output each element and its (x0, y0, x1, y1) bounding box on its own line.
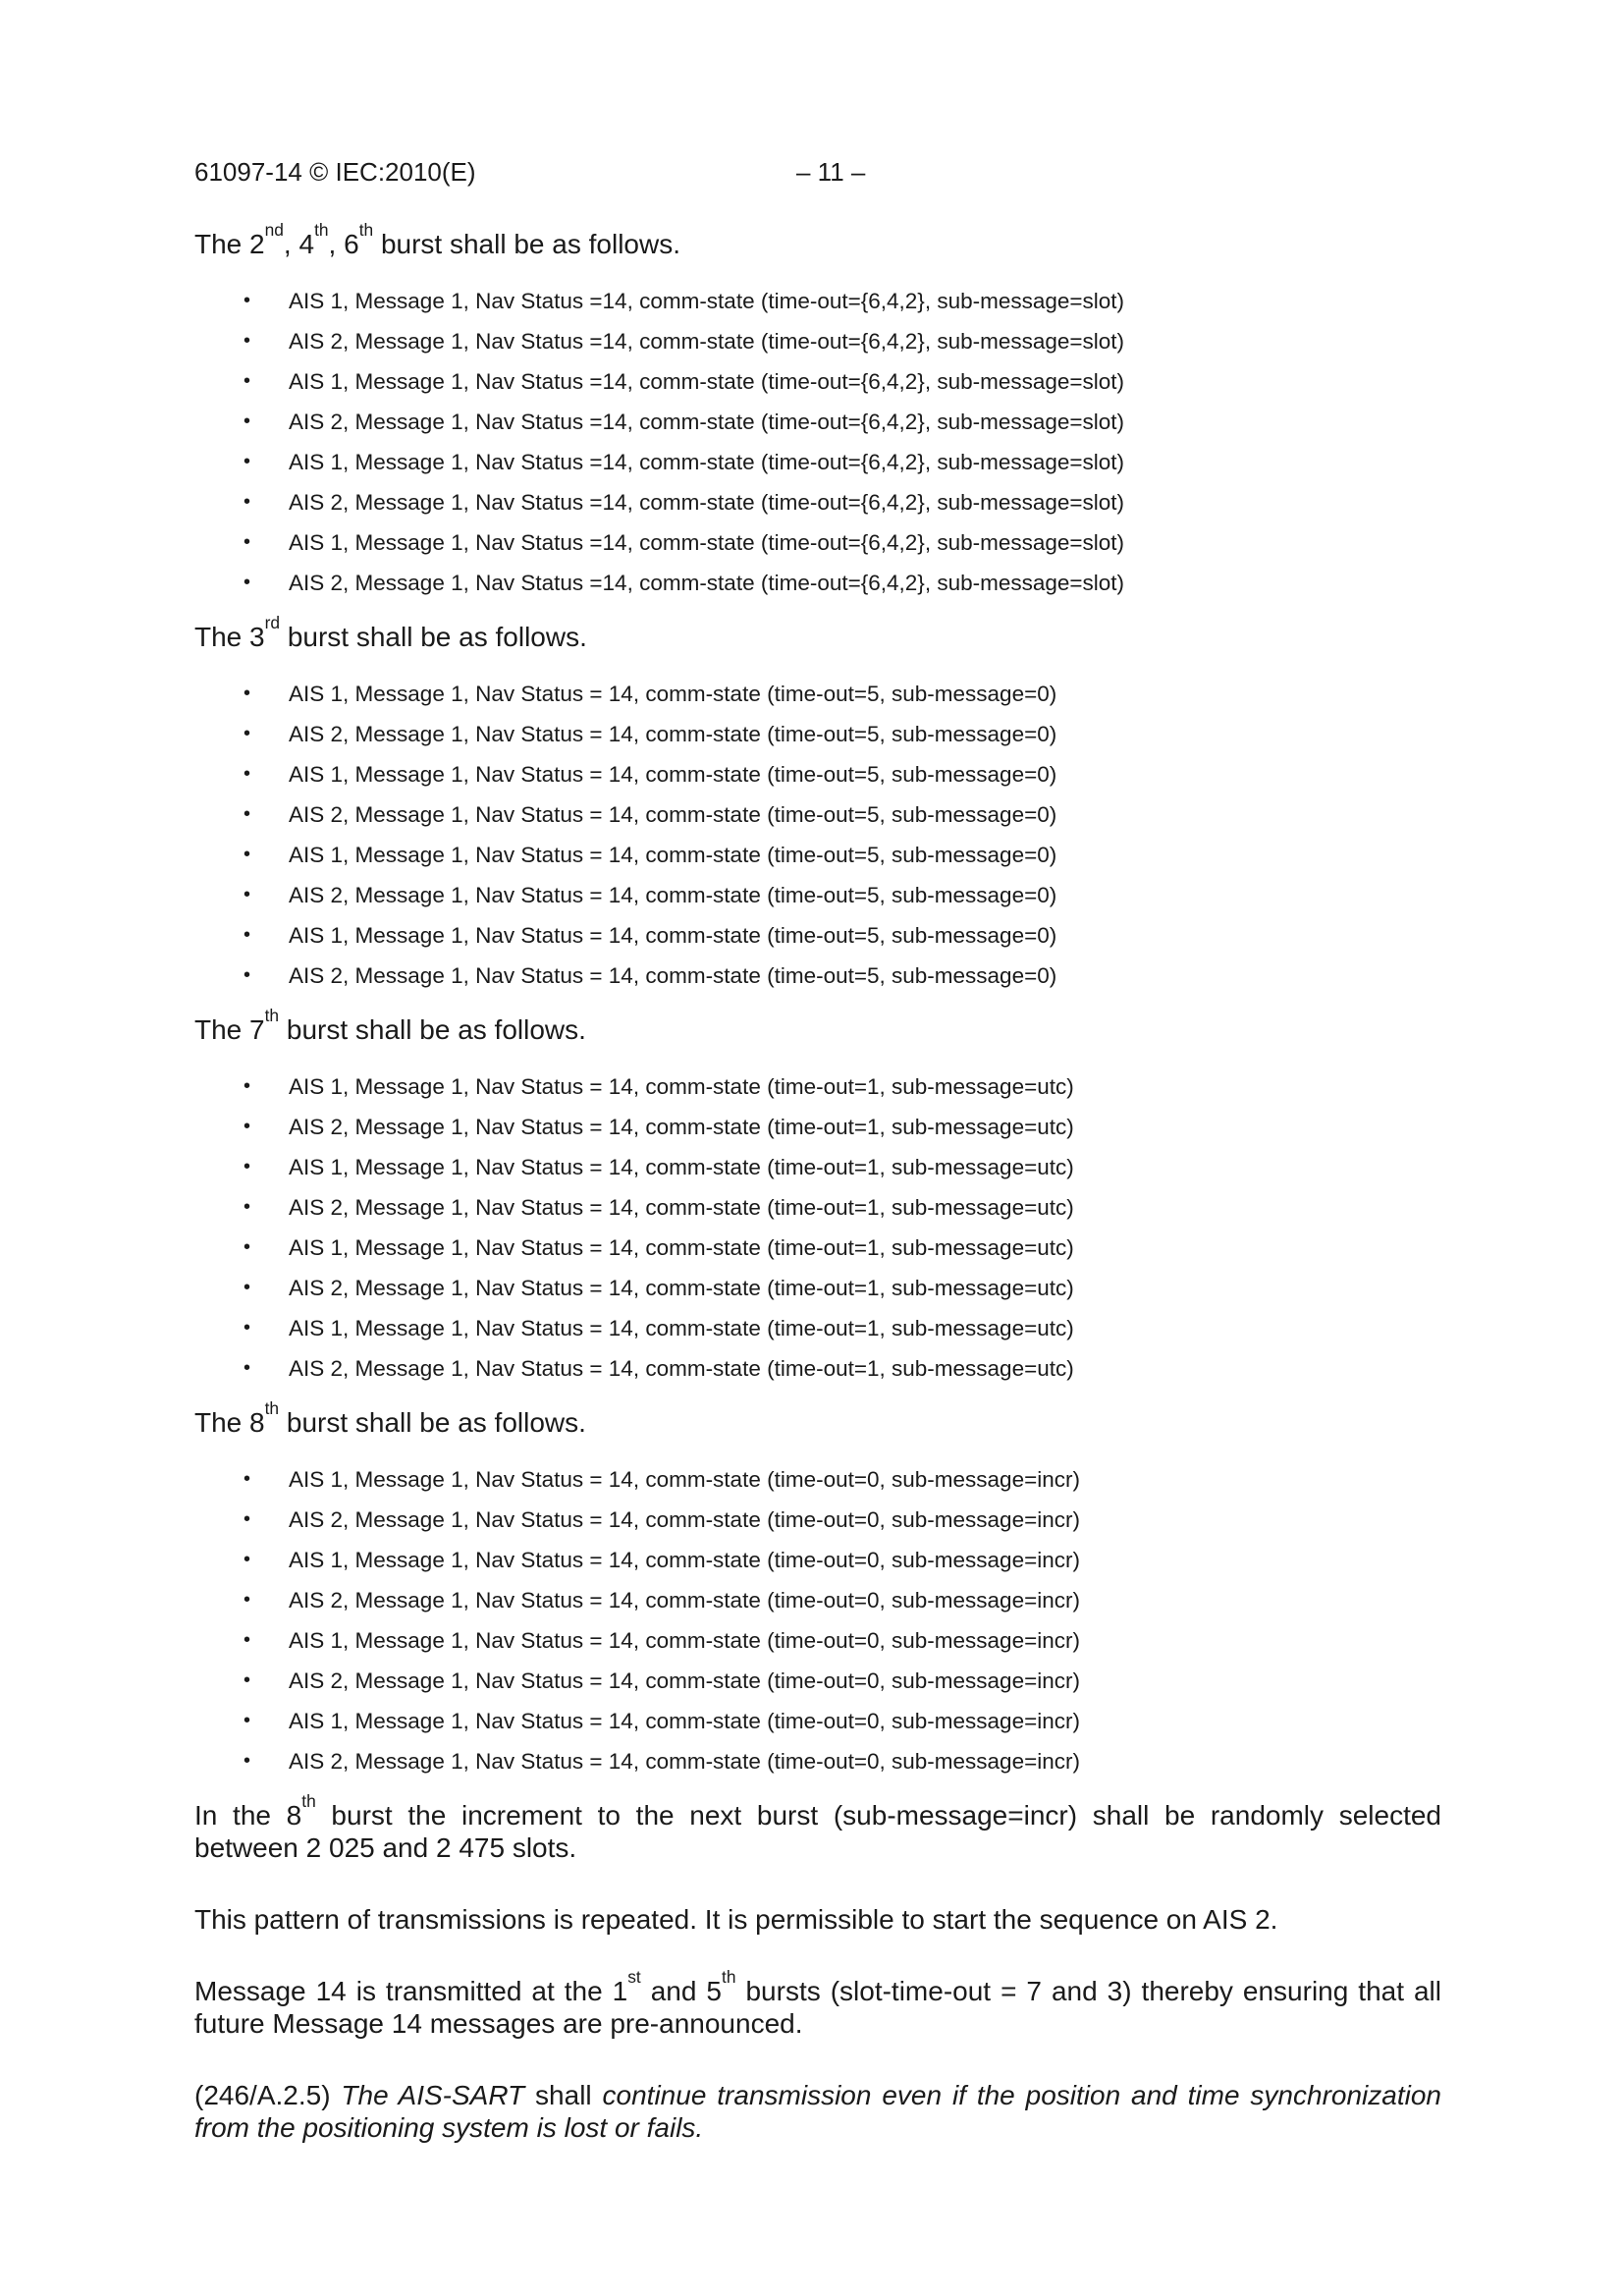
list-item: • AIS 2, Message 1, Nav Status =14, comm-state (time-out={6,4,2}, sub-message=slot) (194, 482, 1441, 522)
list-item: • AIS 1, Message 1, Nav Status = 14, comm-state (time-out=5, sub-message=0) (194, 754, 1441, 794)
bullet-icon: • (243, 1075, 251, 1097)
burst-8-list (194, 1459, 1441, 1781)
list-item: • AIS 2, Message 1, Nav Status = 14, comm-state (time-out=0, sub-message=incr) (194, 1580, 1441, 1620)
bullet-icon: • (243, 1750, 251, 1772)
list-item: • AIS 2, Message 1, Nav Status = 14, comm-state (time-out=5, sub-message=0) (194, 956, 1441, 996)
bullet-icon: • (243, 290, 251, 311)
list-item: • AIS 2, Message 1, Nav Status = 14, comm-state (time-out=0, sub-message=incr) (194, 1661, 1441, 1701)
list-item: • AIS 1, Message 1, Nav Status = 14, comm-state (time-out=0, sub-message=incr) (194, 1459, 1441, 1500)
bullet-icon: • (243, 884, 251, 905)
bullet-icon: • (243, 1357, 251, 1379)
bullet-icon: • (243, 1549, 251, 1570)
section-heading-burst-3: The 3rd burst shall be as follows. (194, 613, 587, 652)
list-item: • AIS 1, Message 1, Nav Status = 14, comm-state (time-out=0, sub-message=incr) (194, 1540, 1441, 1580)
document-id: 61097-14 © IEC:2010(E) (194, 157, 476, 187)
list-item: • AIS 2, Message 1, Nav Status = 14, comm-state (time-out=5, sub-message=0) (194, 794, 1441, 835)
list-item: • AIS 2, Message 1, Nav Status = 14, comm-state (time-out=1, sub-message=utc) (194, 1187, 1441, 1228)
list-item: • AIS 1, Message 1, Nav Status =14, comm-state (time-out={6,4,2}, sub-message=slot) (194, 522, 1441, 563)
section-heading-burst-8: The 8th burst shall be as follows. (194, 1398, 586, 1438)
bullet-icon: • (243, 1116, 251, 1137)
section-heading-burst-7: The 7th burst shall be as follows. (194, 1006, 586, 1045)
bullet-icon: • (243, 1629, 251, 1651)
list-item: • AIS 2, Message 1, Nav Status = 14, comm-state (time-out=1, sub-message=utc) (194, 1348, 1441, 1389)
paragraph-requirement: (246/A.2.5) The AIS-SART shall continue transmission even if the position and time synchronization from the positioning system is lost or fails. (194, 2080, 1441, 2143)
bullet-icon: • (243, 1468, 251, 1490)
bullet-icon: • (243, 410, 251, 432)
bullet-icon: • (243, 964, 251, 986)
list-item: • AIS 1, Message 1, Nav Status = 14, comm-state (time-out=0, sub-message=incr) (194, 1620, 1441, 1661)
list-item: • AIS 2, Message 1, Nav Status = 14, comm-state (time-out=5, sub-message=0) (194, 714, 1441, 754)
list-item: • AIS 2, Message 1, Nav Status =14, comm-state (time-out={6,4,2}, sub-message=slot) (194, 321, 1441, 361)
bullet-icon: • (243, 1317, 251, 1339)
list-item: • AIS 2, Message 1, Nav Status =14, comm-state (time-out={6,4,2}, sub-message=slot) (194, 402, 1441, 442)
section-heading-burst-2-4-6: The 2nd, 4th, 6th burst shall be as follows. (194, 220, 680, 259)
bullet-icon: • (243, 491, 251, 513)
bullet-icon: • (243, 723, 251, 744)
bullet-icon: • (243, 451, 251, 472)
bullet-icon: • (243, 370, 251, 392)
list-item: • AIS 2, Message 1, Nav Status =14, comm-state (time-out={6,4,2}, sub-message=slot) (194, 563, 1441, 603)
list-item: • AIS 1, Message 1, Nav Status = 14, comm-state (time-out=0, sub-message=incr) (194, 1701, 1441, 1741)
list-item: • AIS 1, Message 1, Nav Status = 14, comm-state (time-out=1, sub-message=utc) (194, 1308, 1441, 1348)
bullet-icon: • (243, 1710, 251, 1731)
paragraph-increment: In the 8th burst the increment to the next burst (sub-message=incr) shall be randomly selected between 2 025 and 2 475 slots. (194, 1791, 1442, 1863)
list-item: • AIS 1, Message 1, Nav Status = 14, comm-state (time-out=1, sub-message=utc) (194, 1066, 1441, 1107)
paragraph-message-14: Message 14 is transmitted at the 1st and 5th bursts (slot-time-out = 7 and 3) thereby ensuring that all future Message 14 messages are pre-announced. (194, 1967, 1441, 2039)
list-item: • AIS 2, Message 1, Nav Status = 14, comm-state (time-out=0, sub-message=incr) (194, 1500, 1441, 1540)
list-item: • AIS 1, Message 1, Nav Status = 14, comm-state (time-out=5, sub-message=0) (194, 674, 1441, 714)
list-item: • AIS 1, Message 1, Nav Status = 14, comm-state (time-out=1, sub-message=utc) (194, 1228, 1441, 1268)
list-item: • AIS 1, Message 1, Nav Status = 14, comm-state (time-out=5, sub-message=0) (194, 835, 1441, 875)
list-item: • AIS 1, Message 1, Nav Status =14, comm-state (time-out={6,4,2}, sub-message=slot) (194, 442, 1441, 482)
list-item: • AIS 2, Message 1, Nav Status = 14, comm-state (time-out=1, sub-message=utc) (194, 1107, 1441, 1147)
page-number: – 11 – (796, 157, 866, 187)
bullet-icon: • (243, 683, 251, 704)
burst-3-list (194, 674, 1441, 996)
list-item: • AIS 2, Message 1, Nav Status = 14, comm-state (time-out=0, sub-message=incr) (194, 1741, 1441, 1781)
list-item: • AIS 2, Message 1, Nav Status = 14, comm-state (time-out=5, sub-message=0) (194, 875, 1441, 915)
list-item: • AIS 2, Message 1, Nav Status = 14, comm-state (time-out=1, sub-message=utc) (194, 1268, 1441, 1308)
bullet-icon: • (243, 572, 251, 593)
bullet-icon: • (243, 1156, 251, 1177)
burst-7-list (194, 1066, 1441, 1389)
bullet-icon: • (243, 1589, 251, 1611)
bullet-icon: • (243, 330, 251, 352)
page-header (194, 157, 1441, 191)
bullet-icon: • (243, 1236, 251, 1258)
list-item: • AIS 1, Message 1, Nav Status = 14, comm-state (time-out=1, sub-message=utc) (194, 1147, 1441, 1187)
burst-2-4-6-list (194, 281, 1441, 603)
bullet-icon: • (243, 803, 251, 825)
bullet-icon: • (243, 1196, 251, 1218)
bullet-icon: • (243, 763, 251, 785)
bullet-icon: • (243, 844, 251, 865)
bullet-icon: • (243, 531, 251, 553)
paragraph-pattern: This pattern of transmissions is repeated. It is permissible to start the sequence on AIS 2. (194, 1904, 1278, 1935)
bullet-icon: • (243, 1277, 251, 1298)
list-item: • AIS 1, Message 1, Nav Status =14, comm-state (time-out={6,4,2}, sub-message=slot) (194, 361, 1441, 402)
list-item: • AIS 1, Message 1, Nav Status = 14, comm-state (time-out=5, sub-message=0) (194, 915, 1441, 956)
bullet-icon: • (243, 1508, 251, 1530)
page-body (194, 220, 1442, 2183)
bullet-icon: • (243, 924, 251, 946)
list-item: • AIS 1, Message 1, Nav Status =14, comm-state (time-out={6,4,2}, sub-message=slot) (194, 281, 1441, 321)
bullet-icon: • (243, 1669, 251, 1691)
